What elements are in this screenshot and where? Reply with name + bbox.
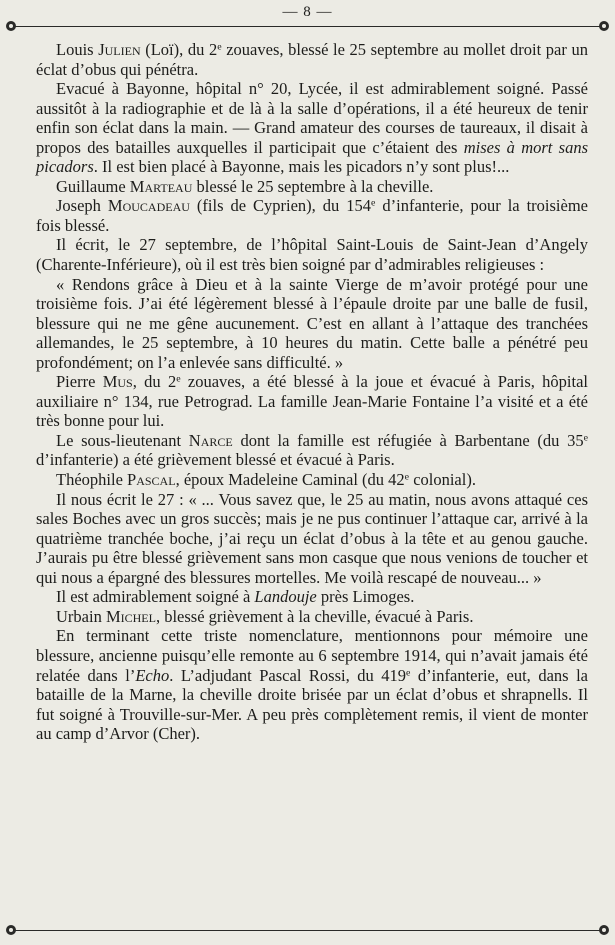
paragraph (36, 607, 588, 627)
text-run: (Loï), du 2 (140, 40, 218, 59)
text-run: Il nous écrit le 27 : « ... Vous savez que, le 25 au matin, nous avons attaqué ces sales Boches avec un gros succès; mais je ne pus continuer l’attaque car, arrivé à la quatrième tranchée boche, j’ai reçu un éclat d’obus à la tête et au genou gauche. J’aurais pu être blessé grièvement sans mon casque que nous venions de toucher et qui nous a épargné des blessures mortelles. Me voilà rescapé de nouveau... » (36, 489, 588, 587)
italic-text: Echo (135, 665, 170, 685)
ordinal-suffix: e (371, 197, 376, 209)
text-run: colonial). (409, 470, 476, 490)
text-run: Il écrit, le 27 septembre, de l’hôpital Saint-Louis de Saint-Jean d’Angely (Charente-Inférieure), où il est très bien soigné par d’admirables religieuses : (36, 235, 588, 275)
surname: Narce (188, 430, 233, 450)
text-run: Guillaume (56, 176, 130, 196)
surname: Michel (105, 606, 156, 626)
paragraph (36, 626, 588, 743)
ornament-top-left (6, 21, 16, 31)
paragraph (36, 490, 588, 588)
ordinal-suffix: e (583, 432, 589, 444)
italic-text: mises à mort sans picadors (36, 137, 588, 177)
paragraph (36, 431, 588, 470)
text-run: blessé le 25 septembre à la cheville. (192, 176, 434, 196)
text-run: d’infanterie, eut, dans la bataille de la Marne, la cheville droite brisée par un éclat d’obus et shrapnells. Il fut soigné à Trouville-sur-Mer. A peu près complètement remis, il vient de monter au camp d’Arvor (Cher). (36, 665, 588, 744)
text-run: d’infanterie) a été grièvement blessé et évacué à Paris. (36, 450, 395, 470)
paragraph (36, 79, 588, 177)
paragraph (36, 470, 588, 490)
surname: Moucadeau (107, 196, 190, 216)
top-rule (12, 26, 603, 27)
text-run: En terminant cette triste nomenclature, mentionnons pour mémoire une blessure, ancienne puisqu’elle remonte au 6 septembre 1914, qui n’avait jamais été relatée dans l’ (36, 626, 588, 685)
text-run: . Il est bien placé à Bayonne, mais les picadors n’y sont plus!... (93, 157, 510, 177)
ordinal-suffix: e (404, 471, 410, 483)
text-run: Il est admirablement soigné à (56, 587, 255, 607)
ornament-bottom-right (599, 925, 609, 935)
text-run: , époux Madeleine Caminal (du 42 (175, 470, 405, 490)
bottom-rule (12, 930, 603, 931)
text-run: Le sous-lieutenant (56, 430, 189, 450)
paragraph (36, 40, 588, 79)
text-run: Joseph (56, 196, 108, 216)
text-run: . L’adjudant Pascal Rossi, du 419 (169, 665, 407, 685)
text-run: Urbain (56, 606, 106, 626)
paragraph (36, 196, 588, 235)
text-run: zouaves, a été blessé à la joue et évacué à Paris, hôpital auxiliaire n° 134, rue Petrograd. La famille Jean-Marie Fontaine l’a visité et a été très bonne pour lui. (36, 372, 588, 431)
text-run: Louis (56, 40, 99, 59)
text-run: d’infanterie, pour la troisième fois blessé. (36, 196, 588, 235)
surname: Mus (102, 372, 133, 392)
paragraph (36, 235, 588, 274)
surname: Pascal (127, 470, 176, 490)
ordinal-suffix: e (176, 373, 181, 385)
paragraph (36, 177, 588, 197)
page-number: — 8 — (282, 4, 333, 20)
text-run: Pierre (56, 372, 103, 392)
ornament-top-right (599, 21, 609, 31)
surname: Marteau (129, 176, 193, 196)
text-run: (fils de Cyprien), du 154 (189, 196, 372, 216)
surname: Julien (98, 40, 141, 59)
text-run: , du 2 (132, 372, 177, 392)
paragraph (36, 275, 588, 373)
ornament-bottom-left (6, 925, 16, 935)
text-run: zouaves, blessé le 25 septembre au mollet droit par un éclat d’obus qui pénétra. (36, 40, 588, 79)
paragraph (36, 587, 588, 607)
text-run: Théophile (56, 470, 128, 490)
paragraph (36, 372, 588, 431)
text-run: , blessé grièvement à la cheville, évacué à Paris. (155, 606, 474, 626)
ordinal-suffix: e (217, 41, 222, 53)
italic-text: Landouje (254, 587, 317, 607)
article-body (36, 40, 588, 744)
text-run: dont la famille est réfugiée à Barbentane (du 35 (232, 430, 584, 450)
text-run: « Rendons grâce à Dieu et à la sainte Vierge de m’avoir protégé pour une troisième fois. J’ai été légèrement blessé à l’épaule droite par une balle de fusil, blessure qui ne me gêne aucunement. C’est en allant à l’attaque des tranchées allemandes, le 25 septembre, à 10 heures du matin. Cette balle a pénétré peu profondément; on l’a enlevée sans difficulté. » (36, 274, 588, 372)
text-run: près Limoges. (316, 587, 415, 607)
text-run: Evacué à Bayonne, hôpital n° 20, Lycée, il est admirablement soigné. Passé aussitôt à la radiographie et de là à la salle d’opérations, il a été heureux de tenir enfin son éclat dans la main. — Grand amateur des courses de taureaux, il disait à propos des batailles auxquelles il participait que c’étaient des (36, 79, 588, 157)
ordinal-suffix: e (406, 667, 411, 679)
